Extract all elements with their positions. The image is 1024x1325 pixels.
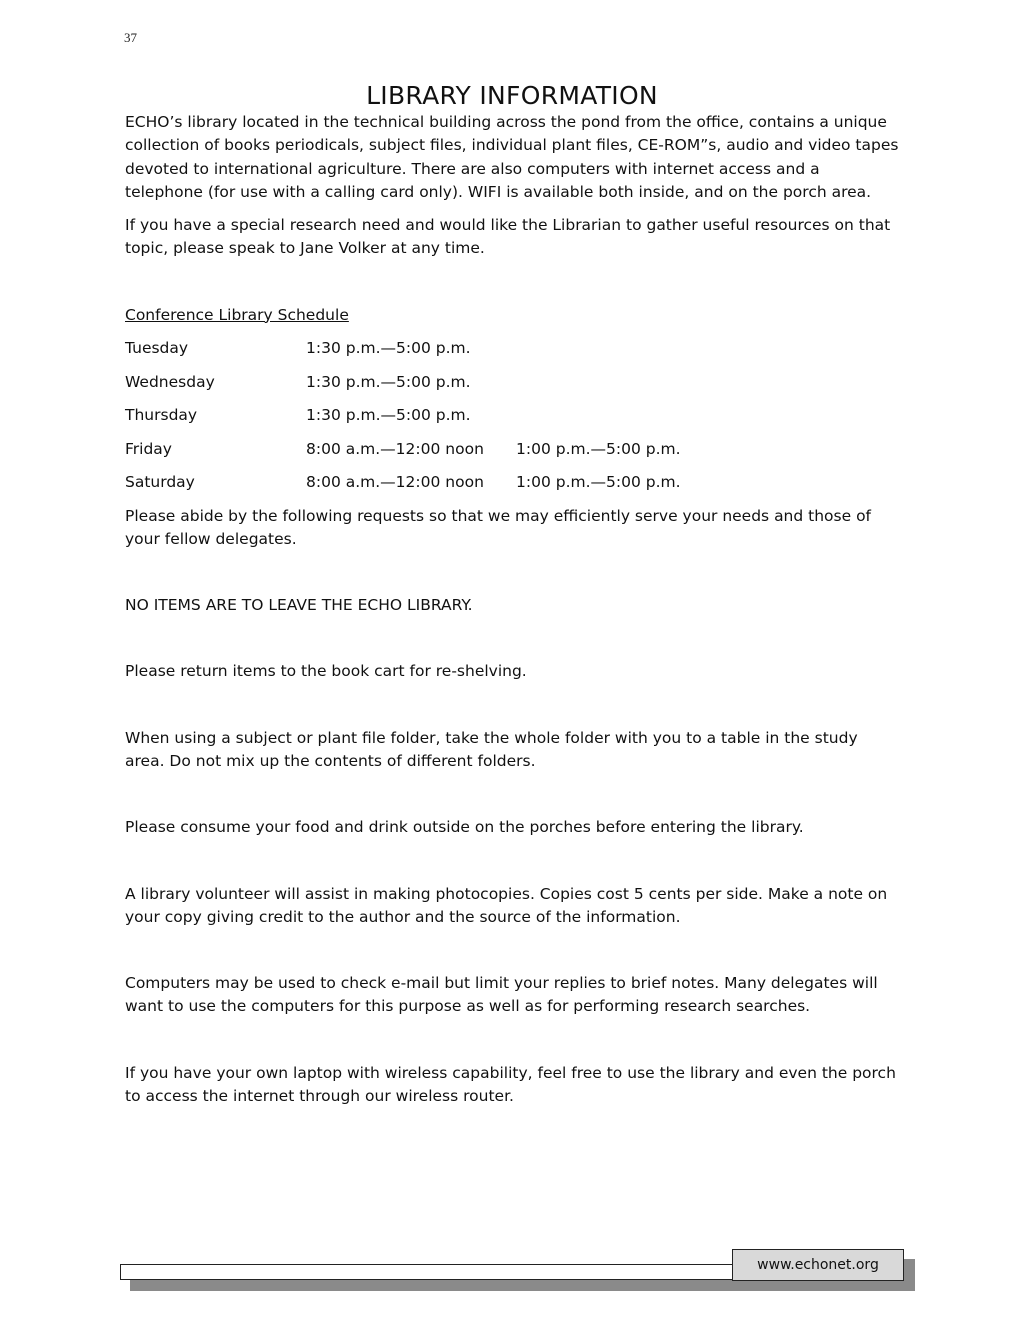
schedule-table [125, 337, 900, 494]
page-title: LIBRARY INFORMATION [366, 80, 658, 110]
schedule-time: 1:00 p.m.—5:00 p.m. [516, 439, 681, 458]
schedule-day: Thursday [125, 406, 198, 425]
schedule-row [125, 438, 900, 461]
library-rule: If you have your own laptop with wireless capability, feel free to use the library and even the porch to access the internet through our wireless router. [125, 1063, 896, 1106]
footer-url: www.echonet.org [757, 1257, 879, 1273]
library-rule: Computers may be used to check e-mail but limit your replies to brief notes. Many delegates will want to use the computers for this purpose as well as for performing research searches. [125, 974, 878, 1016]
schedule-day: Tuesday [125, 339, 189, 358]
intro-paragraph: If you have a special research need and would like the Librarian to gather useful resources on that topic, please speak to Jane Volker at any time. [125, 216, 891, 258]
schedule-row [125, 371, 900, 394]
schedule-row [125, 404, 900, 427]
schedule-time: 8:00 a.m.—12:00 noon [306, 439, 484, 458]
schedule-time: 1:30 p.m.—5:00 p.m. [306, 406, 471, 425]
schedule-row [125, 337, 900, 360]
schedule-time: 1:00 p.m.—5:00 p.m. [516, 473, 681, 492]
schedule-time [516, 404, 716, 427]
library-rule: NO ITEMS ARE TO LEAVE THE ECHO LIBRARY. [125, 596, 473, 615]
schedule-time: 8:00 a.m.—12:00 noon [306, 473, 484, 492]
library-rule: Please consume your food and drink outside on the porches before entering the library. [125, 818, 804, 837]
schedule-heading: Conference Library Schedule [125, 305, 349, 324]
schedule-time [516, 371, 716, 394]
schedule-time: 1:30 p.m.—5:00 p.m. [306, 339, 471, 358]
document-body [125, 111, 900, 1108]
footer-url-tab [732, 1249, 904, 1281]
schedule-day: Wednesday [125, 372, 215, 391]
library-rule: Please return items to the book cart for re-shelving. [125, 662, 527, 681]
page-number: 37 [124, 30, 137, 45]
page-footer [120, 1249, 915, 1293]
schedule-row [125, 471, 900, 494]
schedule-time: 1:30 p.m.—5:00 p.m. [306, 372, 471, 391]
library-rule: When using a subject or plant file folder, take the whole folder with you to a table in the study area. Do not mix up the contents of different folders. [125, 728, 858, 770]
requests-intro: Please abide by the following requests so that we may efficiently serve your needs and those of your fellow delegates. [125, 506, 872, 548]
schedule-day: Saturday [125, 473, 195, 492]
schedule-time [516, 337, 716, 360]
intro-paragraph: ECHO’s library located in the technical building across the pond from the office, contains a unique collection of books periodicals, subject files, individual plant files, CE-ROM”s, audio and video tapes devoted to international agriculture. There are also computers with internet access and a telephone (for use with a calling card only). WIFI is available both inside, and on the porch area. [125, 113, 899, 201]
library-rule: A library volunteer will assist in making photocopies. Copies cost 5 cents per side. Make a note on your copy giving credit to the author and the source of the information. [125, 884, 888, 926]
schedule-day: Friday [125, 439, 172, 458]
